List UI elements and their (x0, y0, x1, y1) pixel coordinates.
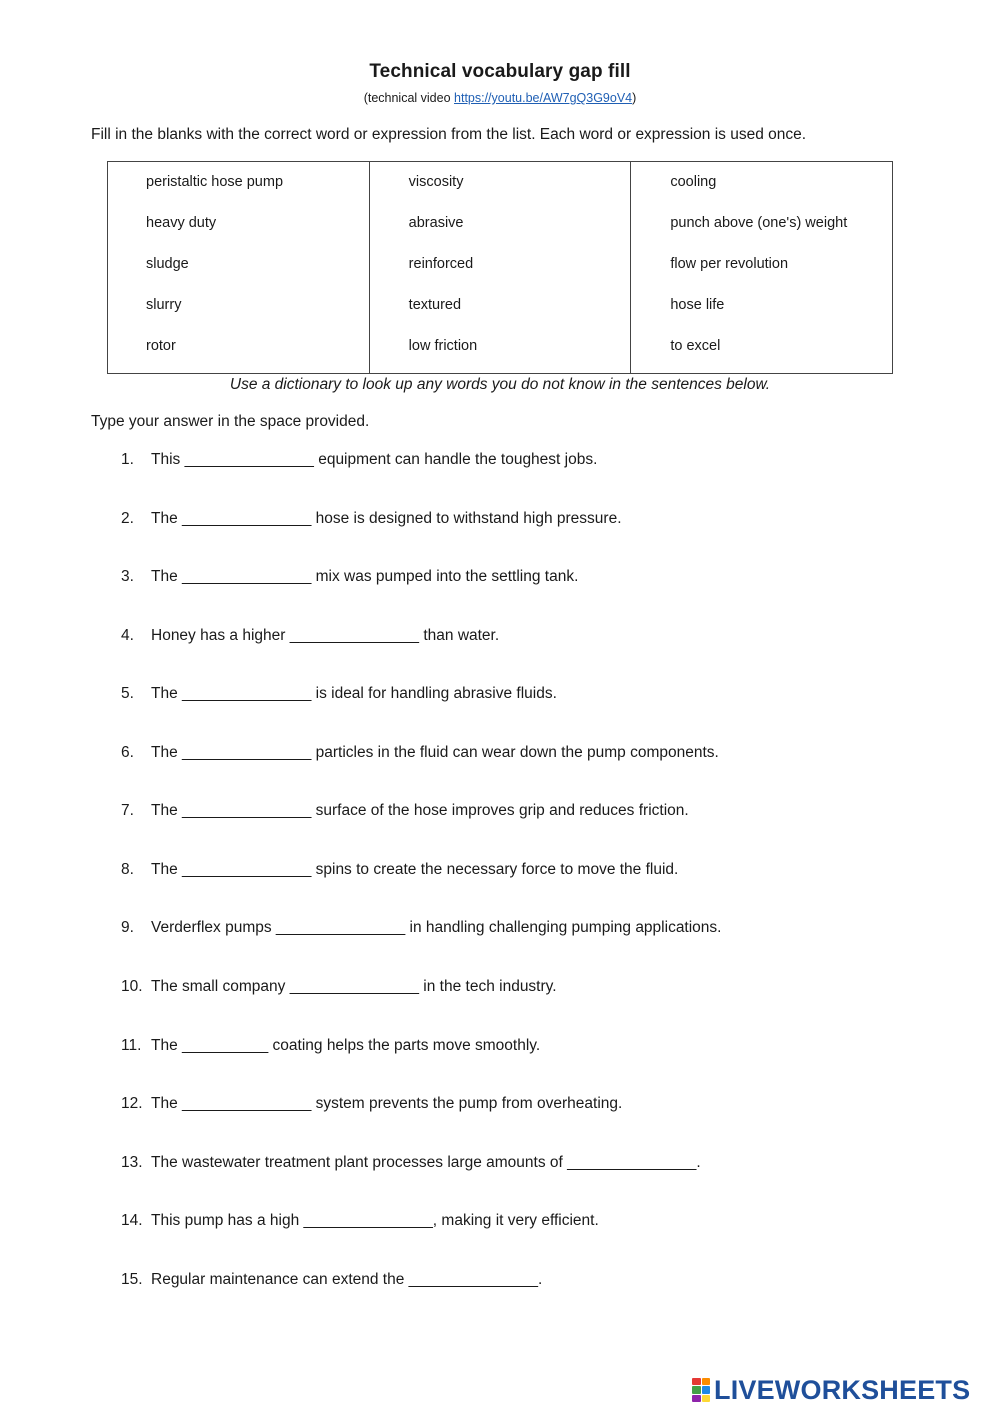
video-reference-prefix: (technical video (363, 91, 455, 105)
question-text[interactable]: This pump has a high _______________, making it very efficient. (151, 1212, 599, 1229)
word-bank-item: peristaltic hose pump (146, 174, 284, 190)
logo-square (702, 1378, 711, 1385)
question-text[interactable]: The _______________ particles in the fluid can wear down the pump components. (151, 744, 719, 761)
question-number: 3. (121, 568, 134, 585)
question-item (121, 802, 689, 820)
word-bank-item: abrasive (408, 215, 464, 231)
question-text[interactable]: Honey has a higher _______________ than water. (151, 627, 500, 644)
word-bank-table (107, 161, 893, 374)
question-text[interactable]: The small company _______________ in the tech industry. (151, 978, 557, 995)
word-bank-item: rotor (146, 338, 176, 354)
question-text[interactable]: The _______________ hose is designed to withstand high pressure. (151, 510, 622, 527)
liveworksheets-logo-icon (692, 1378, 710, 1402)
question-number: 11. (121, 1037, 142, 1054)
word-bank-item: slurry (146, 297, 182, 313)
answer-instructions: Type your answer in the space provided. (91, 413, 370, 430)
question-item (121, 627, 499, 645)
question-number: 13. (121, 1154, 143, 1171)
question-number: 8. (121, 861, 134, 878)
question-item (121, 1095, 622, 1113)
question-number: 12. (121, 1095, 143, 1112)
word-bank-item: cooling (670, 174, 717, 190)
question-number: 10. (121, 978, 143, 995)
word-bank-column-3 (630, 162, 892, 373)
word-bank-item: punch above (one's) weight (670, 215, 848, 231)
video-reference-suffix: ) (632, 91, 637, 105)
word-bank-item: reinforced (408, 256, 474, 272)
question-item (121, 861, 678, 879)
word-bank-item: viscosity (408, 174, 464, 190)
question-item (121, 568, 578, 586)
worksheet-title: Technical vocabulary gap fill (369, 61, 631, 82)
word-bank-item: to excel (670, 338, 721, 354)
question-number: 4. (121, 627, 134, 644)
logo-square (692, 1386, 701, 1393)
video-reference (0, 91, 1000, 105)
question-text[interactable]: This _______________ equipment can handle the toughest jobs. (151, 451, 598, 468)
question-number: 7. (121, 802, 134, 819)
question-text[interactable]: The wastewater treatment plant processes large amounts of _______________. (151, 1154, 701, 1171)
question-number: 14. (121, 1212, 143, 1229)
question-number: 9. (121, 919, 134, 936)
question-number: 1. (121, 451, 134, 468)
question-text[interactable]: The __________ coating helps the parts move smoothly. (151, 1037, 541, 1054)
liveworksheets-logo[interactable] (692, 1376, 970, 1404)
question-item (121, 744, 719, 762)
question-item (121, 510, 622, 528)
question-number: 6. (121, 744, 134, 761)
word-bank-column-1 (108, 162, 369, 373)
word-bank-item: low friction (408, 338, 478, 354)
question-text[interactable]: Verderflex pumps _______________ in handling challenging pumping applications. (151, 919, 722, 936)
question-text[interactable]: Regular maintenance can extend the _______________. (151, 1271, 543, 1288)
word-bank-item: heavy duty (146, 215, 217, 231)
word-bank-item: hose life (670, 297, 725, 313)
question-item (121, 685, 557, 703)
question-item (121, 1212, 599, 1230)
question-text[interactable]: The _______________ mix was pumped into the settling tank. (151, 568, 579, 585)
word-bank-item: flow per revolution (670, 256, 789, 272)
logo-square (692, 1395, 701, 1402)
word-bank-item: sludge (146, 256, 189, 272)
logo-square (702, 1386, 711, 1393)
question-item (121, 1271, 542, 1289)
question-text[interactable]: The _______________ spins to create the necessary force to move the fluid. (151, 861, 679, 878)
instructions: Fill in the blanks with the correct word or expression from the list. Each word or expression is used once. (91, 126, 807, 143)
liveworksheets-logo-text: LIVEWORKSHEETS (714, 1374, 971, 1405)
question-text[interactable]: The _______________ is ideal for handling abrasive fluids. (151, 685, 557, 702)
word-bank-column-2 (369, 162, 631, 373)
logo-square (702, 1395, 711, 1402)
question-item (121, 978, 557, 996)
question-item (121, 1154, 701, 1172)
question-text[interactable]: The _______________ surface of the hose improves grip and reduces friction. (151, 802, 689, 819)
question-item (121, 919, 721, 937)
video-link[interactable]: https://youtu.be/AW7gQ3G9oV4 (454, 91, 633, 105)
question-number: 5. (121, 685, 134, 702)
dictionary-note: Use a dictionary to look up any words you do not know in the sentences below. (229, 376, 771, 393)
question-item (121, 1037, 540, 1055)
word-bank-item: textured (408, 297, 462, 313)
question-number: 15. (121, 1271, 143, 1288)
logo-square (692, 1378, 701, 1385)
question-text[interactable]: The _______________ system prevents the pump from overheating. (151, 1095, 623, 1112)
question-number: 2. (121, 510, 134, 527)
question-item (121, 451, 597, 469)
